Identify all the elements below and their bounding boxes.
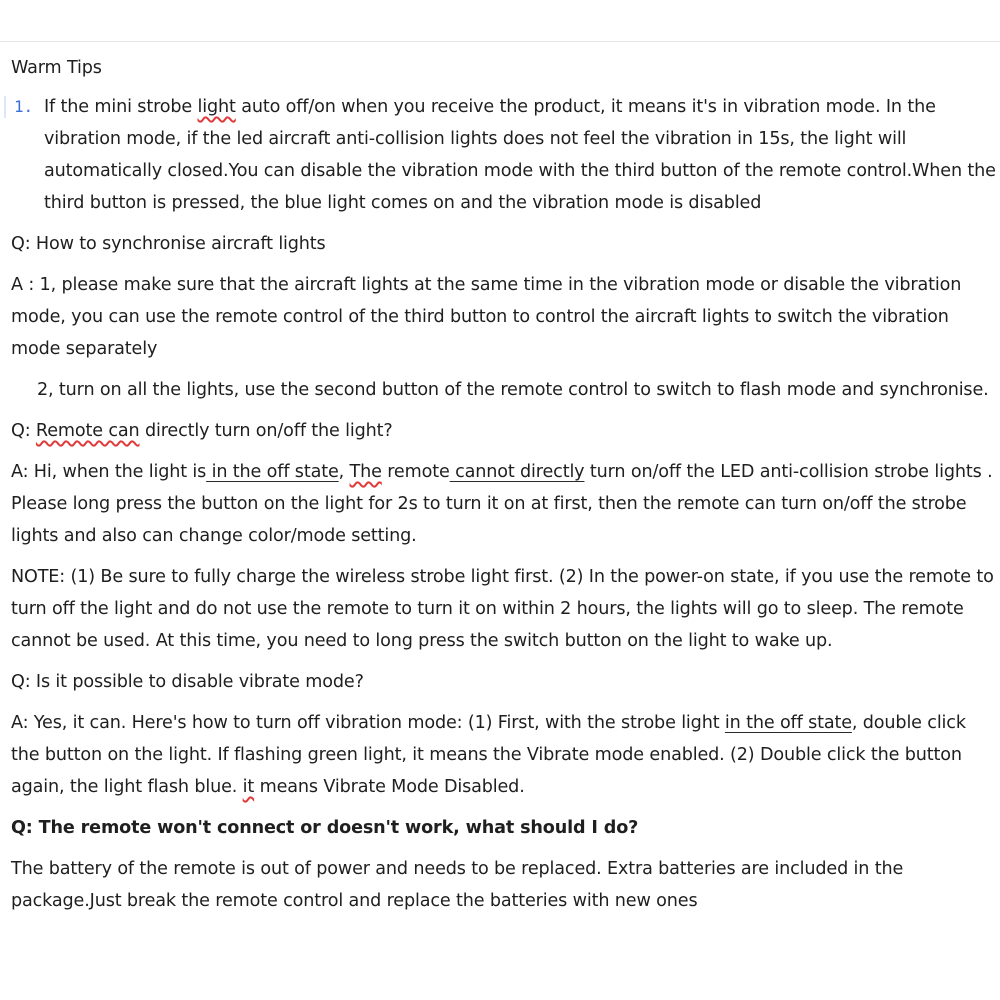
faq-answer: The battery of the remote is out of power and needs to be replaced. Extra batteries are included in the package.Just break the remote control and replace the batteries with new ones: [11, 859, 904, 911]
faq-answer: A: Yes, it can. Here's how to turn off vibration mode: (1) First, with the strobe light in the off state, double click the button on the light. If flashing green light, it means the Vibrate mode enabled. (2) Double click the button again, the light flash blue. it means Vibrate Mode Disabled.: [11, 713, 966, 797]
underlined-phrase: cannot directly: [449, 462, 585, 482]
spellcheck-flagged-word[interactable]: The: [349, 462, 382, 482]
faq-question-bold: Q: The remote won't connect or doesn't work, what should I do?: [11, 818, 639, 838]
spellcheck-flagged-word[interactable]: light: [197, 97, 236, 117]
list-item: [11, 91, 996, 219]
list-marker: [11, 91, 39, 123]
list-number: 1.: [14, 97, 33, 116]
underlined-phrase: in the off state: [206, 462, 339, 482]
faq-answer: A : 1, please make sure that the aircraft lights at the same time in the vibration mode or disable the vibration mode, you can use the remote control of the third button to control the aircraft lights to switch the vibration mode separately: [11, 275, 962, 359]
warm-tips-heading: Warm Tips: [11, 58, 102, 78]
top-divider: [0, 41, 1000, 42]
underlined-phrase: in the off state: [724, 713, 852, 733]
faq-question: Q: Remote can directly turn on/off the light?: [11, 421, 393, 441]
faq-question: Q: How to synchronise aircraft lights: [11, 234, 326, 254]
list-indent-bar: [4, 96, 6, 118]
faq-note: NOTE: (1) Be sure to fully charge the wireless strobe light first. (2) In the power-on state, if you use the remote to turn off the light and do not use the remote to turn it on within 2 hours, the lights will go to sleep. The remote cannot be used. At this time, you need to long press the switch button on the light to wake up.: [11, 567, 994, 651]
spellcheck-flagged-word[interactable]: it: [242, 777, 255, 797]
faq-answer-continued: 2, turn on all the lights, use the second button of the remote control to switch to flash mode and synchronise.: [37, 380, 989, 400]
faq-answer: A: Hi, when the light is in the off state, The remote cannot directly turn on/off the LED anti-collision strobe lights . Please long press the button on the light for 2s to turn it on at first, then the remote can turn on/off the strobe lights and also can change color/mode setting.: [11, 462, 993, 546]
spellcheck-flagged-word[interactable]: Remote can: [35, 421, 140, 441]
faq-question: Q: Is it possible to disable vibrate mode?: [11, 672, 364, 692]
document-body: [11, 52, 996, 926]
list-item-text: If the mini strobe light auto off/on when you receive the product, it means it's in vibration mode. In the vibration mode, if the led aircraft anti-collision lights does not feel the vibration in 15s, the light will automatically closed.You can disable the vibration mode with the third button of the remote control.When the third button is pressed, the blue light comes on and the vibration mode is disabled: [44, 97, 996, 213]
